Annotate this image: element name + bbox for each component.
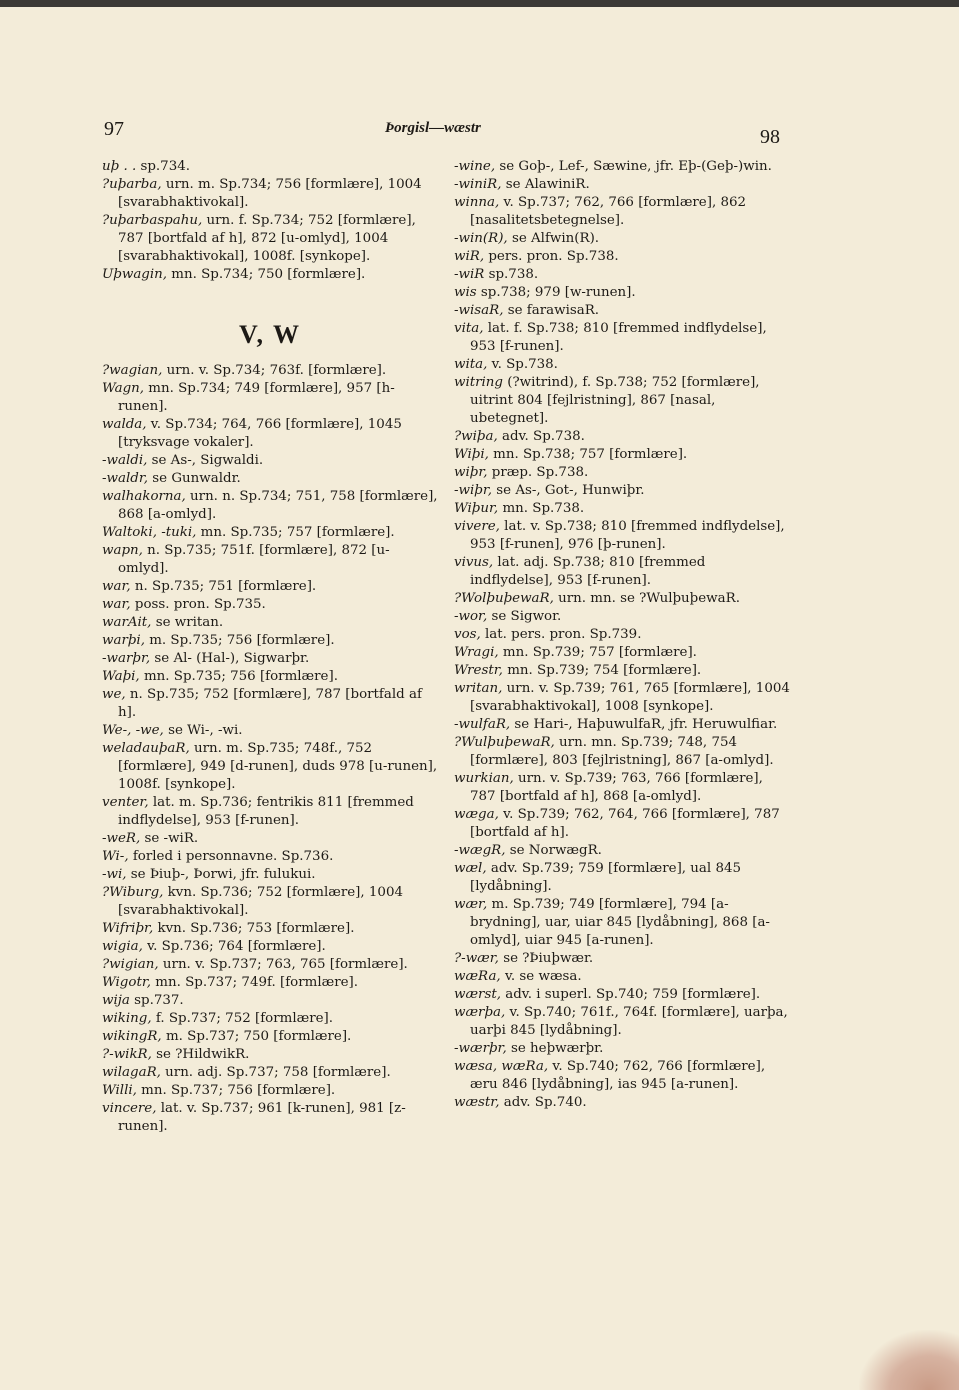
entry-body: se -wiR. bbox=[140, 831, 199, 846]
entry-headword: witring bbox=[454, 375, 504, 390]
index-entry bbox=[102, 650, 438, 668]
entry-headword: Waltoki, -tuki, bbox=[102, 525, 197, 540]
entry-body: urn. m. Sp.734; 756 [formlære], 1004 [svarabhaktivokal]. bbox=[118, 177, 422, 210]
entry-body: mn. Sp.734; 749 [formlære], 957 [h-runen]. bbox=[118, 381, 395, 414]
index-entry bbox=[454, 266, 790, 284]
entry-headword: vivus, bbox=[454, 555, 494, 570]
entry-body: v. se wæsa. bbox=[500, 969, 582, 984]
entry-body: se Þiuþ-, Þorwi, jfr. fulukui. bbox=[126, 867, 316, 882]
index-entry bbox=[454, 950, 790, 968]
index-entry bbox=[454, 284, 790, 302]
entry-body: lat. f. Sp.738; 810 [fremmed indflydelse], 953 [f-runen]. bbox=[470, 321, 767, 354]
index-entry bbox=[102, 1028, 438, 1046]
entry-headword: Wagn, bbox=[102, 381, 145, 396]
entry-body: v. Sp.739; 762, 764, 766 [formlære], 787 [bortfald af h]. bbox=[470, 807, 780, 840]
right-page-number: 98 bbox=[760, 126, 780, 148]
running-head: Þorgisl—wæstr bbox=[385, 120, 481, 136]
entry-headword: weladauþaR, bbox=[102, 741, 190, 756]
entry-headword: warþi, bbox=[102, 633, 145, 648]
index-entry bbox=[102, 884, 438, 920]
index-entry bbox=[454, 1094, 790, 1112]
index-entry bbox=[102, 176, 438, 212]
index-entry bbox=[454, 176, 790, 194]
entry-body: kvn. Sp.736; 752 [formlære], 1004 [svarabhaktivokal]. bbox=[118, 885, 403, 918]
entry-body: se NorwægR. bbox=[505, 843, 602, 858]
index-entry bbox=[454, 464, 790, 482]
index-entry bbox=[454, 896, 790, 950]
top-edge-bar bbox=[0, 0, 959, 7]
entry-body: lat. adj. Sp.738; 810 [fremmed indflydelse], 953 [f-runen]. bbox=[470, 555, 706, 588]
index-entry bbox=[102, 524, 438, 542]
entry-headword: -waldr, bbox=[102, 471, 149, 486]
index-entry bbox=[102, 920, 438, 938]
entry-headword: wæl, bbox=[454, 861, 487, 876]
entry-headword: ?wiþa, bbox=[454, 429, 498, 444]
index-entry bbox=[102, 158, 438, 176]
entry-body: v. Sp.736; 764 [formlære]. bbox=[142, 939, 326, 954]
entry-body: adv. i superl. Sp.740; 759 [formlære]. bbox=[500, 987, 761, 1002]
index-entry bbox=[454, 734, 790, 770]
entry-body: adv. Sp.738. bbox=[497, 429, 585, 444]
entry-body: urn. v. Sp.734; 763f. [formlære]. bbox=[162, 363, 387, 378]
index-entry bbox=[454, 842, 790, 860]
entry-headword: wikingR, bbox=[102, 1029, 162, 1044]
entry-body: m. Sp.739; 749 [formlære], 794 [a-brydning], uar, uiar 845 [lydåbning], 868 [a-omlyd], uiar 945 [a-runen]. bbox=[470, 897, 770, 948]
entry-headword: -wægR, bbox=[454, 843, 506, 858]
index-entry bbox=[102, 1082, 438, 1100]
entry-body: sp.737. bbox=[134, 993, 184, 1008]
entry-body: v. Sp.740; 761f., 764f. [formlære], uarþa, uarþi 845 [lydåbning]. bbox=[470, 1005, 788, 1038]
entry-headword: -waldi, bbox=[102, 453, 148, 468]
entry-headword: vivere, bbox=[454, 519, 500, 534]
entry-body: se As-, Sigwaldi. bbox=[147, 453, 264, 468]
index-entry bbox=[454, 248, 790, 266]
entry-headword: -wiR bbox=[454, 267, 489, 282]
entry-body: urn. v. Sp.739; 763, 766 [formlære], 787 [bortfald af h], 868 [a-omlyd]. bbox=[470, 771, 763, 804]
entry-headword: vita, bbox=[454, 321, 484, 336]
entry-body: urn. n. Sp.734; 751, 758 [formlære], 868 [a-omlyd]. bbox=[118, 489, 438, 522]
entry-headword: warAit, bbox=[102, 615, 152, 630]
index-entry bbox=[102, 632, 438, 650]
entry-body: mn. Sp.738. bbox=[498, 501, 585, 516]
entry-headword: war, bbox=[102, 597, 131, 612]
index-entry bbox=[102, 1010, 438, 1028]
entry-headword: ?wagian, bbox=[102, 363, 163, 378]
entry-headword: -wulfaR, bbox=[454, 717, 511, 732]
right-column bbox=[454, 158, 790, 1112]
entry-body: urn. f. Sp.734; 752 [formlære], 787 [bortfald af h], 872 [u-omlyd], 1004 [svarabhaktivokal], 1008f. [synkope]. bbox=[118, 213, 416, 264]
index-entry bbox=[102, 452, 438, 470]
entry-headword: wærþa, bbox=[454, 1005, 506, 1020]
index-entry bbox=[454, 500, 790, 518]
entry-headword: wilagaR, bbox=[102, 1065, 161, 1080]
index-entry bbox=[454, 554, 790, 590]
entry-body: poss. pron. Sp.735. bbox=[130, 597, 266, 612]
index-entry bbox=[454, 608, 790, 626]
index-entry bbox=[102, 1100, 438, 1136]
entry-headword: ?WulþuþewaR, bbox=[454, 735, 555, 750]
entry-headword: wurkian, bbox=[454, 771, 514, 786]
entry-body: præp. Sp.738. bbox=[487, 465, 589, 480]
entry-body: (?witrind), f. Sp.738; 752 [formlære], uitrint 804 [fejlristning], 867 [nasal, ubetegnet]. bbox=[470, 375, 760, 426]
entry-body: adv. Sp.739; 759 [formlære], ual 845 [lydåbning]. bbox=[470, 861, 742, 894]
entry-body: kvn. Sp.736; 753 [formlære]. bbox=[153, 921, 355, 936]
entry-body: m. Sp.737; 750 [formlære]. bbox=[161, 1029, 352, 1044]
entry-body: mn. Sp.737; 756 [formlære]. bbox=[136, 1083, 336, 1098]
entry-body: se Goþ-, Lef-, Sæwine, jfr. Eþ-(Geþ-)win. bbox=[495, 159, 772, 174]
entry-body: urn. m. Sp.735; 748f., 752 [formlære], 949 [d-runen], duds 978 [u-runen], 1008f. [synkope]. bbox=[118, 741, 438, 792]
index-entry bbox=[102, 542, 438, 578]
index-entry bbox=[454, 644, 790, 662]
entry-body: n. Sp.735; 752 [formlære], 787 [bortfald af h]. bbox=[118, 687, 422, 720]
entry-headword: -wine, bbox=[454, 159, 496, 174]
entry-body: f. Sp.737; 752 [formlære]. bbox=[151, 1011, 334, 1026]
entry-body: lat. pers. pron. Sp.739. bbox=[480, 627, 642, 642]
entry-body: se Hari-, HaþuwulfaR, jfr. Heruwulfiar. bbox=[510, 717, 778, 732]
index-entry bbox=[454, 194, 790, 230]
entry-body: forled i personnavne. Sp.736. bbox=[128, 849, 334, 864]
index-entry bbox=[102, 992, 438, 1010]
index-entry bbox=[454, 590, 790, 608]
entry-body: se heþwærþr. bbox=[506, 1041, 604, 1056]
entry-headword: Willi, bbox=[102, 1083, 137, 1098]
entry-headword: vincere, bbox=[102, 1101, 157, 1116]
index-entry bbox=[102, 740, 438, 794]
index-entry bbox=[454, 770, 790, 806]
entry-headword: -winiR, bbox=[454, 177, 502, 192]
entry-body: urn. adj. Sp.737; 758 [formlære]. bbox=[160, 1065, 391, 1080]
entry-body: se Sigwor. bbox=[487, 609, 562, 624]
entry-headword: -wisaR, bbox=[454, 303, 504, 318]
index-entry bbox=[454, 518, 790, 554]
index-entry bbox=[454, 446, 790, 464]
entry-body: v. Sp.734; 764, 766 [formlære], 1045 [tryksvage vokaler]. bbox=[118, 417, 402, 450]
entry-body: v. Sp.740; 762, 766 [formlære], æru 846 [lydåbning], ias 945 [a-runen]. bbox=[470, 1059, 766, 1092]
entry-headword: wæga, bbox=[454, 807, 499, 822]
entry-body: n. Sp.735; 751 [formlære]. bbox=[130, 579, 317, 594]
index-entry bbox=[102, 974, 438, 992]
entry-headword: wiking, bbox=[102, 1011, 152, 1026]
entry-headword: wis bbox=[454, 285, 481, 300]
entry-headword: walhakorna, bbox=[102, 489, 186, 504]
entry-body: adv. Sp.740. bbox=[499, 1095, 587, 1110]
index-entry bbox=[454, 662, 790, 680]
entry-body: mn. Sp.735; 757 [formlære]. bbox=[196, 525, 395, 540]
entry-headword: ?uþarbaspahu, bbox=[102, 213, 203, 228]
index-entry bbox=[454, 482, 790, 500]
index-entry bbox=[454, 680, 790, 716]
entry-body: mn. Sp.738; 757 [formlære]. bbox=[488, 447, 688, 462]
entry-headword: We-, -we, bbox=[102, 723, 164, 738]
entry-headword: -wor, bbox=[454, 609, 488, 624]
entry-body: sp.738; 979 [w-runen]. bbox=[480, 285, 636, 300]
entry-body: n. Sp.735; 751f. [formlære], 872 [u-omlyd]. bbox=[118, 543, 390, 576]
entry-body: urn. mn. Sp.739; 748, 754 [formlære], 803 [fejlristning], 867 [a-omlyd]. bbox=[470, 735, 774, 768]
entry-headword: wapn, bbox=[102, 543, 143, 558]
index-entry bbox=[454, 428, 790, 446]
entry-headword: wigia, bbox=[102, 939, 143, 954]
index-entry bbox=[454, 302, 790, 320]
thumb-edge bbox=[859, 1330, 959, 1390]
entry-body: se farawisaR. bbox=[503, 303, 600, 318]
entry-headword: ?-wær, bbox=[454, 951, 499, 966]
index-entry bbox=[454, 1040, 790, 1058]
entry-body: se As-, Got-, Hunwiþr. bbox=[492, 483, 645, 498]
entry-headword: Wifriþr, bbox=[102, 921, 154, 936]
entry-body: mn. Sp.739; 754 [formlære]. bbox=[502, 663, 702, 678]
entry-headword: ?wigian, bbox=[102, 957, 159, 972]
entry-body: urn. mn. se ?WulþuþewaR. bbox=[553, 591, 740, 606]
index-entry bbox=[102, 668, 438, 686]
entry-body: se Wi-, -wi. bbox=[163, 723, 243, 738]
entry-headword: ?uþarba, bbox=[102, 177, 162, 192]
index-entry bbox=[454, 806, 790, 842]
index-entry bbox=[102, 212, 438, 266]
entry-headword: wiR, bbox=[454, 249, 485, 264]
index-entry bbox=[102, 686, 438, 722]
index-entry bbox=[454, 1058, 790, 1094]
entry-body: pers. pron. Sp.738. bbox=[484, 249, 619, 264]
entry-body: v. Sp.737; 762, 766 [formlære], 862 [nasalitetsbetegnelse]. bbox=[470, 195, 747, 228]
entry-headword: Uþwagin, bbox=[102, 267, 168, 282]
entry-headword: wæstr, bbox=[454, 1095, 500, 1110]
index-entry bbox=[102, 830, 438, 848]
index-entry bbox=[454, 320, 790, 356]
entry-body: mn. Sp.734; 750 [formlære]. bbox=[167, 267, 366, 282]
index-entry bbox=[102, 938, 438, 956]
index-entry bbox=[102, 956, 438, 974]
index-entry bbox=[102, 362, 438, 380]
index-entry bbox=[102, 866, 438, 884]
entry-headword: walda, bbox=[102, 417, 147, 432]
index-entry bbox=[102, 1046, 438, 1064]
index-entry bbox=[454, 356, 790, 374]
entry-headword: Wragi, bbox=[454, 645, 499, 660]
entry-headword: Waþi, bbox=[102, 669, 140, 684]
index-entry bbox=[454, 374, 790, 428]
entry-body: lat. v. Sp.737; 961 [k-runen], 981 [z-runen]. bbox=[118, 1101, 406, 1134]
index-entry bbox=[102, 488, 438, 524]
index-entry bbox=[454, 230, 790, 248]
entry-body: se ?Þiuþwær. bbox=[498, 951, 594, 966]
entry-headword: wita, bbox=[454, 357, 488, 372]
entry-headword: ?WolþuþewaR, bbox=[454, 591, 554, 606]
entry-headword: wærst, bbox=[454, 987, 501, 1002]
index-entry bbox=[102, 1064, 438, 1082]
entry-body: mn. Sp.735; 756 [formlære]. bbox=[139, 669, 338, 684]
entry-headword: -wi, bbox=[102, 867, 127, 882]
entry-headword: wija bbox=[102, 993, 135, 1008]
entry-headword: Wiþur, bbox=[454, 501, 499, 516]
index-entry bbox=[102, 722, 438, 740]
index-entry bbox=[102, 848, 438, 866]
entry-headword: wæRa, bbox=[454, 969, 501, 984]
entry-headword: -win(R), bbox=[454, 231, 508, 246]
entry-headword: we, bbox=[102, 687, 126, 702]
index-entry bbox=[102, 794, 438, 830]
entry-headword: ?Wiburg, bbox=[102, 885, 164, 900]
index-entry bbox=[102, 380, 438, 416]
entry-body: se ?HildwikR. bbox=[151, 1047, 250, 1062]
entry-body: se writan. bbox=[151, 615, 224, 630]
entry-headword: writan, bbox=[454, 681, 503, 696]
entry-body: se Gunwaldr. bbox=[148, 471, 241, 486]
index-entry bbox=[454, 716, 790, 734]
index-entry bbox=[102, 266, 438, 284]
index-entry bbox=[454, 860, 790, 896]
section-heading: V, W bbox=[239, 320, 301, 349]
index-entry bbox=[454, 968, 790, 986]
entry-headword: wiþr, bbox=[454, 465, 488, 480]
index-entry bbox=[102, 614, 438, 632]
entry-headword: vos, bbox=[454, 627, 481, 642]
index-entry bbox=[454, 1004, 790, 1040]
entry-body: lat. m. Sp.736; fentrikis 811 [fremmed indflydelse], 953 [f-runen]. bbox=[118, 795, 414, 828]
entry-headword: Wi-, bbox=[102, 849, 129, 864]
entry-headword: wær, bbox=[454, 897, 488, 912]
entry-body: mn. Sp.739; 757 [formlære]. bbox=[498, 645, 697, 660]
entry-body: se Alfwin(R). bbox=[507, 231, 600, 246]
entry-body: urn. v. Sp.737; 763, 765 [formlære]. bbox=[158, 957, 408, 972]
index-entry bbox=[102, 578, 438, 596]
entry-body: m. Sp.735; 756 [formlære]. bbox=[144, 633, 335, 648]
entry-body: se Al- (Hal-), Sigwarþr. bbox=[150, 651, 310, 666]
entry-headword: wæsa, wæRa, bbox=[454, 1059, 549, 1074]
entry-body: sp.734. bbox=[140, 159, 190, 174]
left-column bbox=[102, 158, 438, 1136]
entry-body: lat. v. Sp.738; 810 [fremmed indflydelse], 953 [f-runen], 976 [þ-runen]. bbox=[470, 519, 785, 552]
entry-body: mn. Sp.737; 749f. [formlære]. bbox=[151, 975, 359, 990]
entry-headword: -wærþr, bbox=[454, 1041, 507, 1056]
entry-headword: Wigotr, bbox=[102, 975, 152, 990]
entry-headword: winna, bbox=[454, 195, 500, 210]
entry-headword: -weR, bbox=[102, 831, 141, 846]
index-entry bbox=[454, 986, 790, 1004]
entry-headword: -warþr, bbox=[102, 651, 151, 666]
entry-headword: war, bbox=[102, 579, 131, 594]
entry-body: v. Sp.738. bbox=[487, 357, 558, 372]
entry-headword: Wrestr, bbox=[454, 663, 503, 678]
entry-headword: uþ . . bbox=[102, 159, 141, 174]
entry-headword: -wiþr, bbox=[454, 483, 493, 498]
entry-headword: venter, bbox=[102, 795, 149, 810]
entry-body: se AlawiniR. bbox=[501, 177, 590, 192]
index-entry bbox=[102, 470, 438, 488]
index-entry bbox=[454, 626, 790, 644]
entry-body: sp.738. bbox=[488, 267, 539, 282]
index-entry bbox=[102, 416, 438, 452]
index-entry bbox=[454, 158, 790, 176]
index-entry bbox=[102, 596, 438, 614]
left-page-number: 97 bbox=[104, 118, 124, 140]
entry-headword: ?-wikR, bbox=[102, 1047, 152, 1062]
entry-headword: Wiþi, bbox=[454, 447, 489, 462]
entry-body: urn. v. Sp.739; 761, 765 [formlære], 1004 [svarabhaktivokal], 1008 [synkope]. bbox=[470, 681, 790, 714]
